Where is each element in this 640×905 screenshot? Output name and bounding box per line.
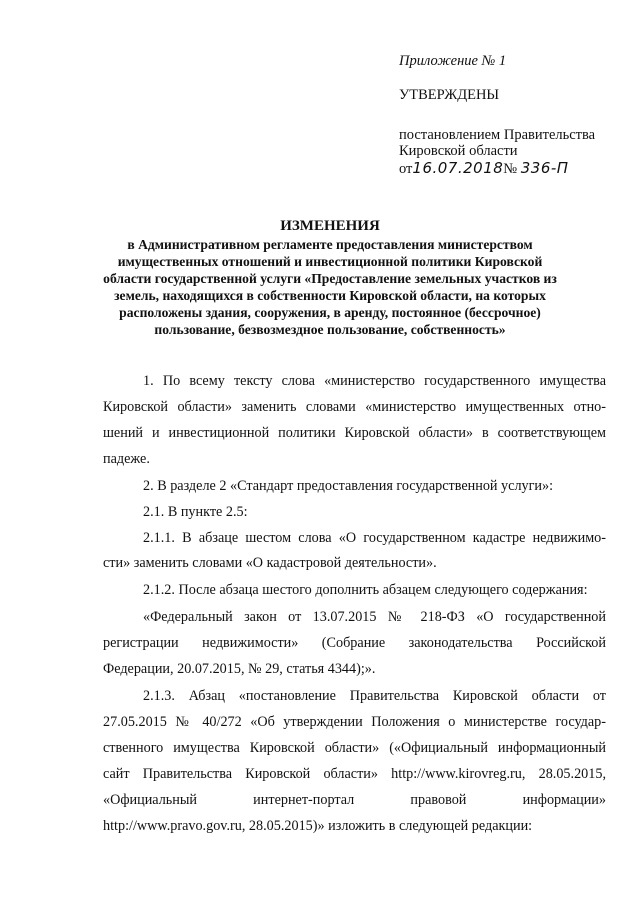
paragraph-7-line: http://www.pravo.gov.ru, 28.05.2015)» изложить в следующей редакции: [103,818,533,834]
number-prefix: № [503,161,518,177]
handwritten-date: 16.07.2018 [412,159,504,177]
paragraph-2: 2. В разделе 2 «Стандарт предоставления государственной услуги»: [143,478,554,494]
handwritten-number: 336-П [520,159,569,177]
document-title: ИЗМЕНЕНИЯ [280,218,380,234]
paragraph-1-line: падеже. [103,451,150,467]
paragraph-6-line: регистрации недвижимости» (Собрание законодательства Российской [103,635,606,651]
heading-line: в Административном регламенте предоставления министерством [127,237,533,252]
heading-line: земель, находящихся в собственности Кировской области, на которых [114,288,546,303]
heading-line: пользование, безвозмездное пользование, собственность» [154,322,506,337]
document-heading [100,218,560,338]
paragraph-7-line: «Официальный интернет-портал правовой информации» [103,792,606,808]
heading-line: области государственной услуги «Предоставление земельных участков из [103,271,557,286]
paragraph-1-line: Кировской области» заменить словами «министерство имущественных отно- [103,399,606,415]
paragraph-7-line: 2.1.3. Абзац «постановление Правительства Кировской области от [143,688,606,704]
paragraph-6-line: Федерации, 20.07.2015, № 29, статья 4344);». [103,661,376,677]
paragraph-7-line: сайт Правительства Кировской области» http://www.kirovreg.ru, 28.05.2015, [103,766,606,782]
resolution-date-line [399,159,569,178]
paragraph-3: 2.1. В пункте 2.5: [143,504,248,520]
paragraph-6-line: «Федеральный закон от 13.07.2015 № 218-ФЗ «О государственной [143,609,606,625]
heading-line: имущественных отношений и инвестиционной политики Кировской [117,254,543,269]
paragraph-1-line: 1. По всему тексту слова «министерство государственного имущества [143,373,606,389]
approved-label: УТВЕРЖДЕНЫ [399,87,500,103]
date-prefix: от [399,161,413,177]
appendix-label: Приложение № 1 [399,53,507,69]
paragraph-1-line: шений и инвестиционной политики Кировской области» в соответствующем [103,425,606,441]
heading-line: расположены здания, сооружения, в аренду, постоянное (бессрочное) [119,305,541,320]
resolution-line-2: Кировской области [399,143,518,159]
paragraph-4-line: 2.1.1. В абзаце шестом слова «О государственном кадастре недвижимо- [143,530,606,546]
paragraph-7-line: 27.05.2015 № 40/272 «Об утверждении Положения о министерстве государ- [103,714,606,730]
paragraph-4-line: сти» заменить словами «О кадастровой деятельности». [103,555,437,571]
paragraph-5: 2.1.2. После абзаца шестого дополнить абзацем следующего содержания: [143,582,588,598]
resolution-line-1: постановлением Правительства [399,127,596,143]
paragraph-7-line: ственного имущества Кировской области» («Официальный информационный [103,740,606,756]
